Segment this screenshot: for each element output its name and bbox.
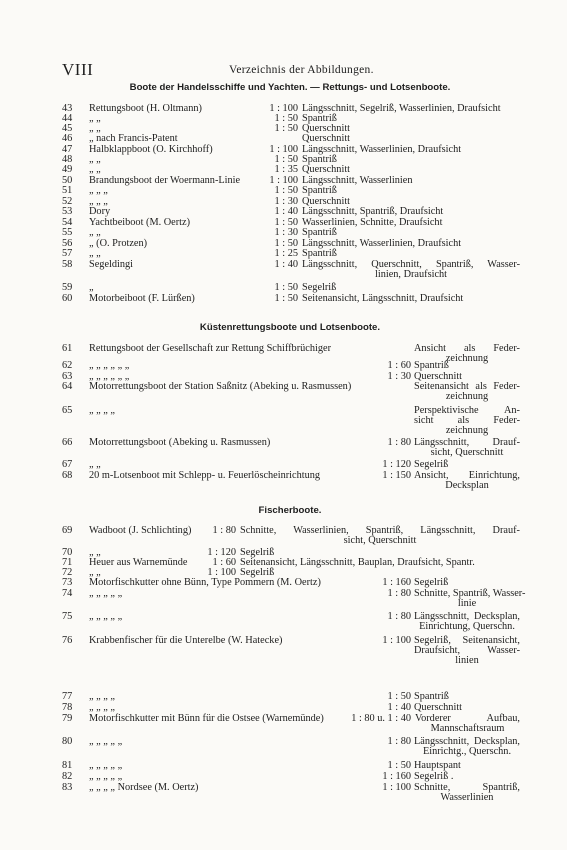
figure-title: Motorbeiboot (F. Lürßen) [89,293,195,304]
figure-number: 51 [62,185,73,196]
figure-title: „ [89,282,94,293]
figure-number: 65 [62,405,73,416]
description-line: Mannschaftsraum [430,723,505,734]
figure-number: 54 [62,217,73,228]
description-line: Querschnitt [414,371,463,382]
figure-number: 77 [62,691,73,702]
description-line: Querschnitt [302,123,351,134]
figure-number: 56 [62,238,73,249]
description-line: Seitenansicht, Längsschnitt, Draufsicht [302,293,464,304]
figure-description [302,283,520,293]
description-line: Wasserlinien, Schnitte, Draufsicht [302,217,443,228]
scale-ratio: 1 : 160 [382,577,411,588]
figure-title: Rettungsboot der Gesellschaft zur Rettung Schiffbrüchiger [89,343,332,354]
scale-ratio: 1 : 60 [387,360,411,371]
figure-description [302,260,520,280]
figure-title: „ „ [89,248,101,259]
running-title: Verzeichnis der Abbildungen. [229,64,374,76]
figure-number: 43 [62,103,73,114]
scale-ratio: 1 : 120 [382,459,411,470]
description-line: sicht als Feder- [414,415,520,426]
page-number: VIII [62,60,94,79]
description-line: Decksplan [445,480,489,491]
figure-number: 73 [62,577,73,588]
figure-description [240,558,520,568]
figure-title: „ „ [89,459,101,470]
figure-title: Wadboot (J. Schlichting) [89,525,192,536]
description-line: Querschnitt [302,164,351,175]
description-line: Segelriß [240,567,275,578]
description-line: linie [457,598,477,609]
description-line: linien, Draufsicht [374,269,448,280]
scale-ratio: 1 : 150 [382,470,411,481]
description-line: linien [455,655,479,666]
figure-title: Motorfischkutter ohne Bünn, Type Pommern (M. Oertz) [89,577,321,588]
figure-number: 47 [62,144,73,155]
description-line: Längsschnitt, Decksplan, [414,736,520,747]
description-line: Einrichtung, Querschn. [419,621,515,632]
figure-number: 57 [62,248,73,259]
scale-ratio: 1 : 100 [382,782,411,793]
scale-ratio: 1 : 30 [274,196,298,207]
figure-title: Halbklappboot (O. Kirchhoff) [89,144,213,155]
figure-number: 46 [62,133,73,144]
scale-ratio: 1 : 50 [274,293,298,304]
scale-ratio: 1 : 80 [387,736,411,747]
figure-title: „ „ „ „ „ [89,736,123,747]
figure-number: 53 [62,206,73,217]
figure-description [240,526,520,546]
scale-ratio: 1 : 100 [269,144,298,155]
figure-number: 55 [62,227,73,238]
figure-title: „ „ [89,154,101,165]
figure-title: „ „ [89,547,101,558]
figure-title: Heuer aus Warnemünde [89,557,188,568]
figure-number: 59 [62,282,73,293]
scale-ratio: 1 : 100 [269,103,298,114]
figure-title: „ „ [89,227,101,238]
figure-description [414,703,520,713]
description-line: Hauptspant [414,760,461,771]
figure-title: „ „ „ „ [89,691,116,702]
figure-number: 64 [62,381,73,392]
figure-number: 61 [62,343,73,354]
figure-title: „ „ „ „ „ „ [89,360,130,371]
scale-ratio: 1 : 100 [382,635,411,646]
description-line: sicht, Querschnitt [343,535,417,546]
scale-ratio: 1 : 50 [387,760,411,771]
scale-ratio: 1 : 50 [387,691,411,702]
description-line: Querschnitt [302,133,351,144]
scale-ratio: 1 : 35 [274,164,298,175]
figure-title: Rettungsboot (H. Oltmann) [89,103,202,114]
figure-number: 71 [62,557,73,568]
figure-description [302,249,520,259]
figure-number: 78 [62,702,73,713]
description-line: Längsschnitt, Wasserlinien, Draufsicht [302,238,462,249]
figure-number: 44 [62,113,73,124]
description-line: Längsschnitt, Spantriß, Draufsicht [302,206,444,217]
figure-title: „ „ [89,164,101,175]
description-line: Querschnitt [414,702,463,713]
description-line: Segelriß [302,282,337,293]
description-line: Segelriß [240,547,275,558]
figure-description [414,460,520,470]
figure-description [414,761,520,771]
description-line: Schnitte, Spantriß, Wasser- [414,588,526,599]
figure-number: 82 [62,771,73,782]
figure-description [302,228,520,238]
figure-title: „ „ „ [89,185,108,196]
scale-ratio: 1 : 80 [212,525,236,536]
description-line: Segelriß, Seitenansicht, [414,635,520,646]
figure-number: 72 [62,567,73,578]
figure-title: „ „ „ „ „ [89,760,123,771]
figure-description [302,294,520,304]
figure-title: „ „ „ „ „ [89,611,123,622]
scale-ratio: 1 : 50 [274,154,298,165]
figure-description [414,772,520,782]
figure-title: Segeldingi [89,259,134,270]
figure-description [414,471,520,491]
figure-description [414,588,526,609]
figure-title: „ „ „ „ „ [89,771,123,782]
figure-number: 75 [62,611,73,622]
figure-title: Motorrettungsboot (Abeking u. Rasmussen) [89,437,271,448]
description-line: Längsschnitt, Segelriß, Wasserlinien, Draufsicht [302,103,501,114]
description-line: Segelriß [414,459,449,470]
figure-description [414,406,520,436]
section-heading: Küstenrettungsboote und Lotsenboote. [199,322,381,333]
figure-number: 60 [62,293,73,304]
figure-number: 45 [62,123,73,134]
scale-ratio: 1 : 120 [207,547,236,558]
description-line: Längsschnitt, Drauf- [414,437,520,448]
figure-description [414,361,520,371]
figure-description [415,714,520,734]
figure-title: Krabbenfischer für die Unterelbe (W. Hatecke) [89,635,283,646]
section-heading: Fischerboote. [258,505,322,516]
figure-description [414,382,520,402]
description-line: sicht, Querschnitt [430,447,504,458]
scale-ratio: 1 : 50 [274,185,298,196]
description-line: Seitenansicht, Längsschnitt, Bauplan, Draufsicht, Spantr. [240,557,475,568]
figure-title: „ „ [89,113,101,124]
figure-number: 62 [62,360,73,371]
figure-title: „ „ „ „ [89,702,116,713]
scale-ratio: 1 : 80 u. 1 : 40 [351,713,411,724]
description-line: Längsschnitt, Wasserlinien, Draufsicht [302,144,462,155]
figure-title: „ „ „ „ „ „ [89,371,130,382]
description-line: Wasserlinien [440,792,494,803]
figure-number: 69 [62,525,73,536]
description-line: Perspektivische An- [414,405,520,416]
figure-number: 81 [62,760,73,771]
scale-ratio: 1 : 50 [274,238,298,249]
figure-number: 63 [62,371,73,382]
figure-number: 70 [62,547,73,558]
scale-ratio: 1 : 30 [274,227,298,238]
scale-ratio: 1 : 100 [269,175,298,186]
scale-ratio: 1 : 80 [387,437,411,448]
description-line: Spantriß [302,185,337,196]
description-line: Einrichtg., Querschn. [422,746,512,757]
figure-description [414,578,520,588]
figure-number: 48 [62,154,73,165]
figure-number: 58 [62,259,73,270]
figure-number: 68 [62,470,73,481]
figure-title: Motorrettungsboot der Station Saßnitz (Abeking u. Rasmussen) [89,381,352,392]
figure-title: Yachtbeiboot (M. Oertz) [89,217,191,228]
description-line: zeichnung [445,425,489,436]
figure-title: Brandungsboot der Woermann-Linie [89,175,241,186]
figure-title: „ (O. Protzen) [89,238,148,249]
figure-title: „ „ [89,123,101,134]
scale-ratio: 1 : 160 [382,771,411,782]
figure-number: 76 [62,635,73,646]
figure-number: 83 [62,782,73,793]
scale-ratio: 1 : 60 [212,557,236,568]
figure-description [302,207,520,217]
figure-description [414,692,520,702]
description-line: Spantriß [414,360,449,371]
scale-ratio: 1 : 100 [207,567,236,578]
description-line: Seitenansicht als Feder- [414,381,520,392]
scale-ratio: 1 : 50 [274,113,298,124]
figure-title: Motorfischkutter mit Bünn für die Ostsee (Warnemünde) [89,713,324,724]
figure-description [302,165,520,175]
figure-number: 80 [62,736,73,747]
scale-ratio: 1 : 80 [387,588,411,599]
description-line: Segelriß [414,577,449,588]
description-line: Spantriß [302,154,337,165]
description-line: Schnitte, Wasserlinien, Spantriß, Längsschnitt, Drauf- [240,525,520,536]
figure-number: 66 [62,437,73,448]
figure-number: 52 [62,196,73,207]
description-line: Segelriß . [414,771,454,782]
figure-title: Dory [89,206,111,217]
figure-number: 74 [62,588,73,599]
figure-description [302,134,520,144]
figure-title: „ „ „ [89,196,108,207]
section-heading: Boote der Handelsschiffe und Yachten. — Rettungs- und Lotsenboote. [129,82,451,93]
figure-number: 50 [62,175,73,186]
description-line: Draufsicht, Wasser- [414,645,520,656]
scale-ratio: 1 : 40 [387,702,411,713]
description-line: Ansicht, Einrichtung, [414,470,520,481]
figure-description [414,636,520,666]
figure-title: „ „ „ „ „ [89,588,123,599]
scale-ratio: 1 : 40 [274,259,298,270]
figure-title: „ nach Francis-Patent [89,133,178,144]
description-line: zeichnung [445,391,489,402]
description-line: Längsschnitt, Decksplan, [414,611,520,622]
figure-number: 79 [62,713,73,724]
description-line: Spantriß [414,691,449,702]
figure-number: 67 [62,459,73,470]
description-line: Querschnitt [302,196,351,207]
description-line: Ansicht als Feder- [414,343,520,354]
description-line: Schnitte, Spantriß, [414,782,520,793]
scale-ratio: 1 : 40 [274,206,298,217]
description-line: Spantriß [302,227,337,238]
figure-number: 49 [62,164,73,175]
figure-description [414,737,520,757]
figure-description [414,612,520,632]
scale-ratio: 1 : 50 [274,123,298,134]
scale-ratio: 1 : 50 [274,282,298,293]
figure-description [414,438,520,458]
description-line: Spantriß [302,113,337,124]
scale-ratio: 1 : 25 [274,248,298,259]
description-line: Längsschnitt, Wasserlinien [302,175,413,186]
figure-title: „ „ „ „ [89,405,116,416]
scale-ratio: 1 : 80 [387,611,411,622]
figure-title: „ „ [89,567,101,578]
figure-description [414,783,520,803]
description-line: Vorderer Aufbau, [415,713,520,724]
figure-description [302,186,520,196]
scale-ratio: 1 : 30 [387,371,411,382]
scale-ratio: 1 : 50 [274,217,298,228]
figure-title: 20 m-Lotsenboot mit Schlepp- u. Feuerlöscheinrichtung [89,470,321,481]
description-line: Längsschnitt, Querschnitt, Spantriß, Wasser- [302,259,520,270]
description-line: zeichnung [445,353,489,364]
figure-title: „ „ „ „ Nordsee (M. Oertz) [89,782,199,793]
description-line: Spantriß [302,248,337,259]
